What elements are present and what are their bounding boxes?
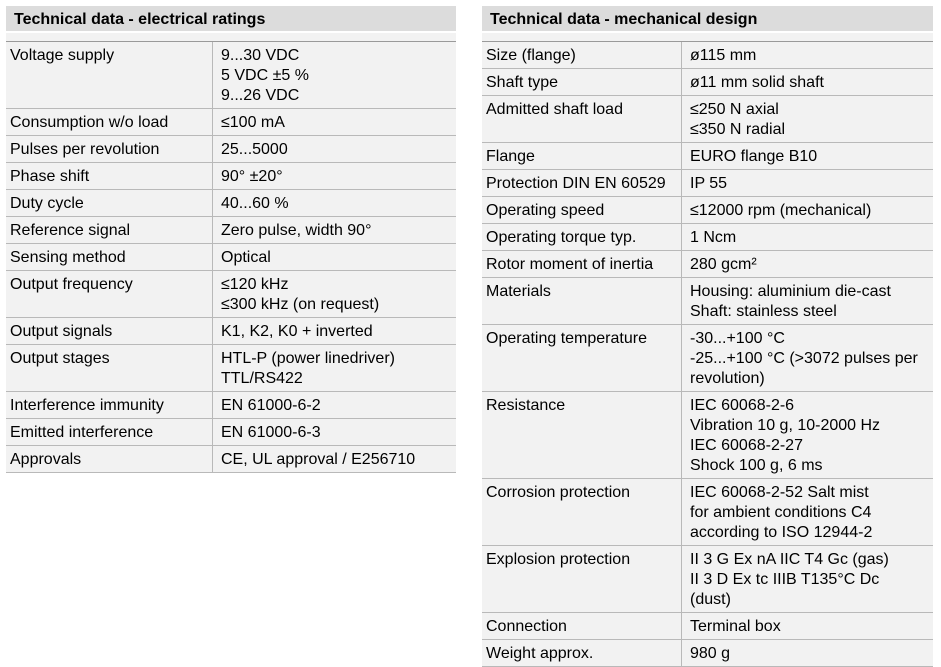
row-value [213, 109, 456, 135]
value-line: II 3 G Ex nA IIC T4 Gc (gas) [690, 551, 889, 568]
value-line: Zero pulse, width 90° [221, 222, 372, 239]
row-label: Rotor moment of inertia [482, 251, 682, 277]
mechanical-design-title: Technical data - mechanical design [482, 6, 933, 33]
value-line: IEC 60068-2-52 Salt mist [690, 484, 869, 501]
row-value [213, 271, 456, 317]
value-line: -25...+100 °C (>3072 pulses per [690, 350, 918, 367]
value-line: ø115 mm [690, 47, 757, 64]
value-line: Terminal box [690, 618, 781, 635]
table-row [482, 41, 933, 68]
value-line: Optical [221, 249, 271, 266]
row-label: Output signals [6, 318, 213, 344]
value-line: 5 VDC ±5 % [221, 67, 309, 84]
table-row [6, 41, 456, 108]
row-value [682, 197, 933, 223]
value-line: ≤120 kHz [221, 276, 289, 293]
value-line: 1 Ncm [690, 229, 737, 246]
row-value [682, 96, 933, 142]
table-row [6, 216, 456, 243]
mechanical-design-body [482, 33, 933, 667]
row-label: Operating speed [482, 197, 682, 223]
table-row [482, 250, 933, 277]
row-label: Explosion protection [482, 546, 682, 612]
row-label: Shaft type [482, 69, 682, 95]
value-line: Shock 100 g, 6 ms [690, 457, 823, 474]
value-line: IEC 60068-2-27 [690, 437, 803, 454]
value-line: HTL-P (power linedriver) [221, 350, 395, 367]
row-value [682, 392, 933, 478]
table-row [482, 391, 933, 478]
table-row [6, 189, 456, 216]
table-row [6, 391, 456, 418]
value-line: IP 55 [690, 175, 728, 192]
row-label: Phase shift [6, 163, 213, 189]
row-value [213, 244, 456, 270]
row-value [213, 190, 456, 216]
table-row [482, 223, 933, 250]
electrical-ratings-title: Technical data - electrical ratings [6, 6, 456, 33]
value-line: 280 gcm² [690, 256, 757, 273]
value-line: (dust) [690, 591, 731, 608]
row-value [213, 136, 456, 162]
row-label: Admitted shaft load [482, 96, 682, 142]
value-line: K1, K2, K0 + inverted [221, 323, 373, 340]
row-label: Flange [482, 143, 682, 169]
row-label: Operating torque typ. [482, 224, 682, 250]
table-row [6, 418, 456, 445]
value-line: ≤300 kHz (on request) [221, 296, 380, 313]
row-value [213, 392, 456, 418]
row-label: Voltage supply [6, 42, 213, 108]
value-line: ø11 mm solid shaft [690, 74, 824, 91]
row-value [682, 224, 933, 250]
table-row [482, 169, 933, 196]
value-line: ≤12000 rpm (mechanical) [690, 202, 872, 219]
row-label: Reference signal [6, 217, 213, 243]
value-line: -30...+100 °C [690, 330, 785, 347]
row-value [213, 42, 456, 108]
row-label: Corrosion protection [482, 479, 682, 545]
value-line: Shaft: stainless steel [690, 303, 837, 320]
row-value [213, 446, 456, 472]
row-label: Pulses per revolution [6, 136, 213, 162]
row-label: Duty cycle [6, 190, 213, 216]
value-line: CE, UL approval / E256710 [221, 451, 416, 468]
value-line: EN 61000-6-2 [221, 397, 321, 414]
row-label: Sensing method [6, 244, 213, 270]
table-row [6, 445, 456, 473]
table-row [6, 162, 456, 189]
row-value [213, 419, 456, 445]
mechanical-design-table [482, 6, 933, 667]
value-line: 25...5000 [221, 141, 288, 158]
row-label: Operating temperature [482, 325, 682, 391]
value-line: 90° ±20° [221, 168, 283, 185]
row-value [213, 345, 456, 391]
electrical-ratings-body [6, 33, 456, 473]
table-row [6, 243, 456, 270]
table-row [6, 135, 456, 162]
table-row [482, 196, 933, 223]
table-row [482, 142, 933, 169]
row-value [682, 479, 933, 545]
row-label: Output stages [6, 345, 213, 391]
table-row [482, 68, 933, 95]
value-line: IEC 60068-2-6 [690, 397, 795, 414]
row-value [682, 42, 933, 68]
row-value [682, 170, 933, 196]
electrical-ratings-table [6, 6, 456, 473]
row-value [682, 613, 933, 639]
table-row [482, 324, 933, 391]
value-line: EURO flange B10 [690, 148, 818, 165]
value-line: TTL/RS422 [221, 370, 303, 387]
value-line: Vibration 10 g, 10-2000 Hz [690, 417, 881, 434]
value-line: ≤100 mA [221, 114, 285, 131]
value-line: for ambient conditions C4 [690, 504, 872, 521]
row-value [682, 278, 933, 324]
row-label: Emitted interference [6, 419, 213, 445]
row-label: Size (flange) [482, 42, 682, 68]
row-value [682, 143, 933, 169]
value-line: 9...26 VDC [221, 87, 300, 104]
row-value [213, 163, 456, 189]
row-value [682, 546, 933, 612]
row-label: Protection DIN EN 60529 [482, 170, 682, 196]
value-line: according to ISO 12944-2 [690, 524, 873, 541]
table-row [6, 270, 456, 317]
value-line: II 3 D Ex tc IIIB T135°C Dc [690, 571, 880, 588]
row-label: Output frequency [6, 271, 213, 317]
value-line: revolution) [690, 370, 765, 387]
row-label: Resistance [482, 392, 682, 478]
row-value [213, 318, 456, 344]
row-value [213, 217, 456, 243]
table-row [482, 639, 933, 667]
value-line: EN 61000-6-3 [221, 424, 321, 441]
value-line: Housing: aluminium die-cast [690, 283, 891, 300]
value-line: 9...30 VDC [221, 47, 300, 64]
value-line: 980 g [690, 645, 731, 662]
table-row [482, 95, 933, 142]
table-row [482, 478, 933, 545]
value-line: 40...60 % [221, 195, 289, 212]
table-row [482, 277, 933, 324]
row-label: Approvals [6, 446, 213, 472]
row-label: Weight approx. [482, 640, 682, 666]
row-label: Connection [482, 613, 682, 639]
row-label: Interference immunity [6, 392, 213, 418]
value-line: ≤250 N axial [690, 101, 779, 118]
table-row [6, 108, 456, 135]
table-row [482, 612, 933, 639]
table-row [6, 344, 456, 391]
table-row [6, 317, 456, 344]
table-row [482, 545, 933, 612]
row-value [682, 251, 933, 277]
row-value [682, 69, 933, 95]
row-label: Materials [482, 278, 682, 324]
row-value [682, 325, 933, 391]
row-value [682, 640, 933, 666]
value-line: ≤350 N radial [690, 121, 786, 138]
row-label: Consumption w/o load [6, 109, 213, 135]
